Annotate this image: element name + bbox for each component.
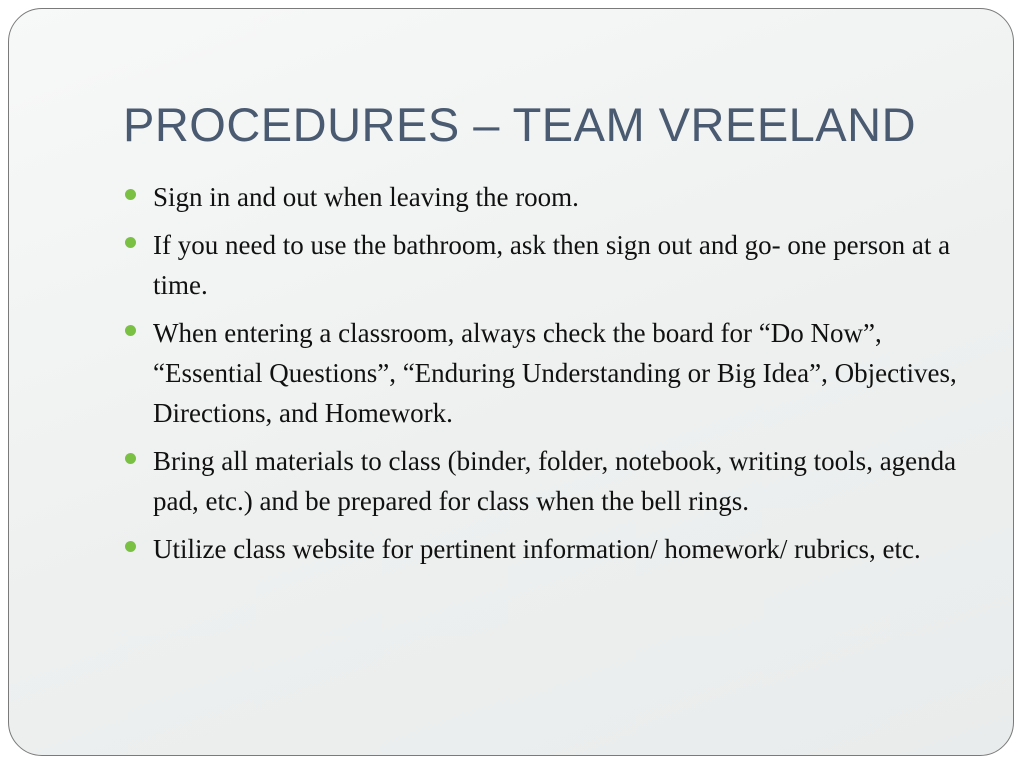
slide-title: PROCEDURES – TEAM VREELAND <box>123 98 917 151</box>
bullet-item <box>125 441 965 521</box>
bullet-item <box>125 225 965 305</box>
bullet-text: When entering a classroom, always check the board for “Do Now”, “Essential Questions”, “Enduring Understanding or Big Idea”, Objectives, Directions, and Homework. <box>153 318 957 428</box>
bullet-list <box>125 177 965 577</box>
bullet-dot-icon <box>125 541 136 552</box>
slide-frame <box>8 8 1014 756</box>
bullet-item <box>125 313 965 433</box>
bullet-text: Sign in and out when leaving the room. <box>153 182 579 212</box>
bullet-dot-icon <box>125 453 136 464</box>
bullet-item <box>125 529 965 569</box>
bullet-dot-icon <box>125 189 136 200</box>
bullet-dot-icon <box>125 325 136 336</box>
bullet-item <box>125 177 965 217</box>
bullet-text: Utilize class website for pertinent information/ homework/ rubrics, etc. <box>153 534 921 564</box>
bullet-text: If you need to use the bathroom, ask then sign out and go- one person at a time. <box>153 230 951 300</box>
bullet-text: Bring all materials to class (binder, folder, notebook, writing tools, agenda pad, etc.) and be prepared for class when the bell rings. <box>153 446 957 516</box>
bullet-dot-icon <box>125 237 136 248</box>
